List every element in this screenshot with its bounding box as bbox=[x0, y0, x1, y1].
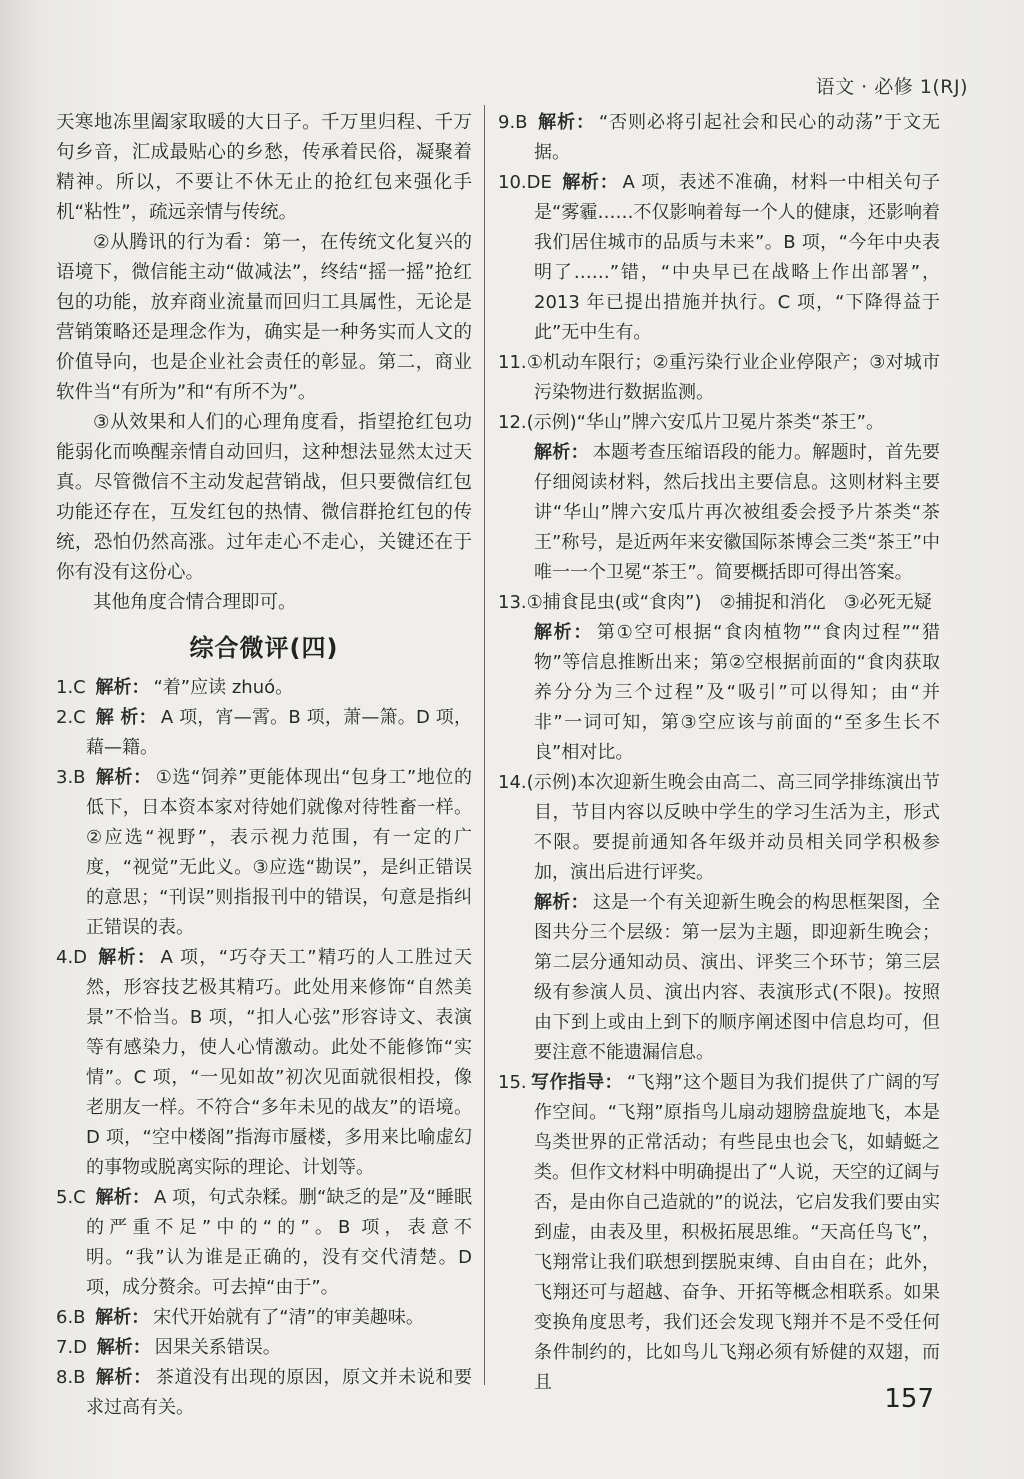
answer-item: 8.B 解析： 茶道没有出现的原因，原文并未说和要求过高有关。 bbox=[56, 1367, 472, 1418]
answer-analysis: 解析： 这是一个有关迎新生晚会的构思框架图，全图共分三个层级：第一层为主题，即迎新生晚会；第二层分通知动员、演出、评奖三个环节；第三层级有参演人员、演出内容、表演形式(不限)。按照由下到上或由上到下的顺序阐述图中信息均可，但要注意不能遗漏信息。 bbox=[534, 892, 941, 1063]
left-column bbox=[56, 108, 472, 1423]
answer-item: 12.(示例)“华山”牌六安瓜片卫冕片茶类“茶王”。 bbox=[498, 412, 884, 433]
answer-item: 11.①机动车限行；②重污染行业企业停限产；③对城市污染物进行数据监测。 bbox=[498, 352, 940, 403]
right-column bbox=[498, 108, 940, 1398]
paragraph: ③从效果和人们的心理角度看，指望抢红包功能弱化而唤醒亲情自动回归，这种想法显然太过天真。尽管微信不主动发起营销战，但只要微信红包功能还存在，互发红包的热情、微信群抢红包的传统，恐怕仍然高涨。过年走心不走心，关键还在于你有没有这份心。 bbox=[56, 412, 472, 583]
answer-item: 7.D 解析： 因果关系错误。 bbox=[56, 1337, 281, 1358]
answer-item: 3.B 解析： ①选“饲养”更能体现出“包身工”地位的低下，日本资本家对待她们就像对待牲畜一样。②应选“视野”，表示视力范围，有一定的广度，“视觉”无此义。③应选“勘误”，是纠正错误的意思；“刊误”则指报刊中的错误，句意是指纠正错误的表。 bbox=[56, 767, 473, 938]
paragraph: 天寒地冻里阖家取暖的大日子。千万里归程、千万句乡音，汇成最贴心的乡愁，传承着民俗，凝聚着精神。所以，不要让不休无止的抢红包来强化手机“粘性”，疏远亲情与传统。 bbox=[56, 112, 472, 223]
answer-item: 5.C 解析： A 项，句式杂糅。删“缺乏的是”及“睡眠的严重不足”中的“的”。B 项，表意不明。“我”认为谁是正确的，没有交代清楚。D 项，成分赘余。可去掉“由于”。 bbox=[56, 1187, 472, 1298]
answer-item: 13.①捕食昆虫(或“食肉”) ②捕捉和消化 ③必死无疑 bbox=[498, 592, 932, 613]
answer-item: 2.C 解 析： A 项，宵—霄。B 项，萧—箫。D 项，藉—籍。 bbox=[56, 707, 472, 758]
answer-item: 9.B 解析： “否则必将引起社会和民心的动荡”于文无据。 bbox=[498, 112, 940, 163]
page-number: 157 bbox=[884, 1384, 934, 1414]
answer-item: 10.DE 解析： A 项，表述不准确，材料一中相关句子是“雾霾……不仅影响着每一个人的健康，还影响着我们居住城市的品质与未来”。B 项，“今年中央表明了……”错，“中央早已在战略上作出部署”，2013 年已提出措施并执行。C 项，“下降得益于此”无中生有。 bbox=[498, 172, 940, 343]
answer-analysis: 解析： 本题考查压缩语段的能力。解题时，首先要仔细阅读材料，然后找出主要信息。这则材料主要讲“华山”牌六安瓜片再次被组委会授予片茶类“茶王”称号，是近两年来安徽国际茶博会三类“茶王”中唯一一个卫冕“茶王”。简要概括即可得出答案。 bbox=[534, 442, 941, 583]
page-header: 语文 · 必修 1(RJ) bbox=[815, 76, 968, 98]
answer-item: 14.(示例)本次迎新生晚会由高二、高三同学排练演出节目，节目内容以反映中学生的学习生活为主，形式不限。要提前通知各年级并动员相关同学积极参加，演出后进行评奖。 bbox=[498, 772, 940, 883]
answer-analysis: 解析： 第①空可根据“食肉植物”“食肉过程”“猎物”等信息推断出来；第②空根据前面的“食肉获取养分分为三个过程”及“吸引”可以得知；由“并非”一词可知，第③空应该与前面的“至多生长不良”相对比。 bbox=[534, 622, 941, 763]
section-title: 综合微评(四) bbox=[189, 634, 339, 662]
answer-item: 1.C 解析： “着”应读 zhuó。 bbox=[56, 677, 294, 698]
answer-item: 4.D 解析： A 项，“巧夺天工”精巧的人工胜过天然，形容技艺极其精巧。此处用来修饰“自然美景”不恰当。B 项，“扣人心弦”形容诗文、表演等有感染力，使人心情激动。此处不能修饰“实情”。C 项，“一见如故”初次见面就很相投，像老朋友一样。不符合“多年未见的战友”的语境。D 项，“空中楼阁”指海市蜃楼，多用来比喻虚幻的事物或脱离实际的理论、计划等。 bbox=[56, 947, 472, 1178]
answer-item: 15. 写作指导： “飞翔”这个题目为我们提供了广阔的写作空间。“飞翔”原指鸟儿扇动翅膀盘旋地飞，本是鸟类世界的正常活动；有些昆虫也会飞，如蜻蜓之类。但作文材料中明确提出了“人说，天空的辽阔与否，是由你自己造就的”的说法，它启发我们要由实到虚，由表及里，积极拓展思维。“天高任鸟飞”，飞翔常让我们联想到摆脱束缚、自由自在；此外，飞翔还可与超越、奋争、开拓等概念相联系。如果变换角度思考，我们还会发现飞翔并不是不受任何条件制约的，比如鸟儿飞翔必须有矫健的双翅，而且 bbox=[498, 1072, 941, 1393]
paragraph: ②从腾讯的行为看：第一，在传统文化复兴的语境下，微信能主动“做减法”，终结“摇一摇”抢红包的功能，放弃商业流量而回归工具属性，无论是营销策略还是理念作为，确实是一种务实而人文的价值导向，也是企业社会责任的彰显。第二，商业软件当“有所为”和“有所不为”。 bbox=[56, 232, 472, 403]
answer-item: 6.B 解析： 宋代开始就有了“清”的审美趣味。 bbox=[56, 1307, 424, 1328]
column-divider bbox=[484, 105, 485, 1385]
paragraph: 其他角度合情合理即可。 bbox=[93, 592, 297, 613]
